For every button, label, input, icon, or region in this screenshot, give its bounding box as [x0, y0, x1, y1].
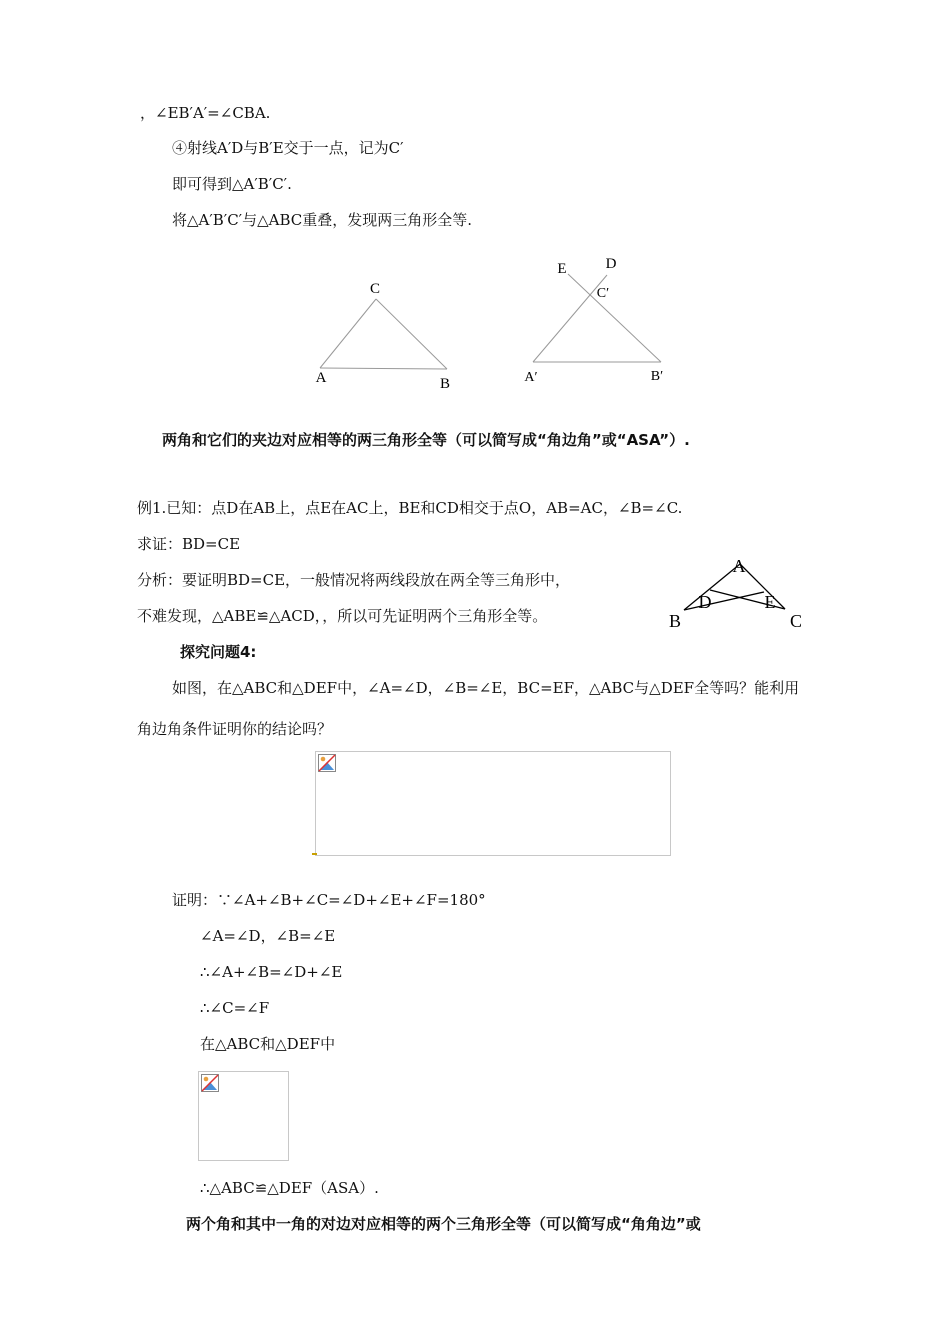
text-line-2: ④射线A′D与B′E交于一点，记为C′: [172, 139, 404, 157]
proof-line-5: 在△ABC和△DEF中: [200, 1035, 336, 1053]
proof-line-2: ∠A=∠D，∠B=∠E: [200, 927, 336, 945]
label-e: E: [557, 261, 567, 277]
label-c-prime: C′: [596, 286, 610, 301]
analysis-line-2: 不难发现，△ABE≌△ACD，，所以可先证明两个三角形全等。: [137, 607, 548, 625]
example-1: 例1.已知：点D在AB上，点E在AC上，BE和CD相交于点O，AB=AC，∠B=∠C.: [137, 499, 683, 517]
text-line-1: ，∠EB′A′=∠CBA.: [140, 104, 271, 122]
proof-line-3: ∴∠A+∠B=∠D+∠E: [200, 963, 343, 981]
broken-image-icon: [318, 754, 336, 772]
label-e: E: [764, 592, 776, 612]
explore-line-2: 角边角条件证明你的结论吗？: [137, 720, 333, 738]
example-figure: [0, 0, 950, 640]
text-line-4: 将△A′B′C′与△ABC重叠，发现两三角形全等.: [172, 211, 473, 229]
analysis-line-1: 分析：要证明BD=CE，一般情况将两线段放在两全等三角形中，: [137, 571, 571, 589]
label-a: A: [315, 370, 327, 386]
label-a: A: [732, 556, 746, 576]
explore-line-1: 如图，在△ABC和△DEF中，∠A=∠D，∠B=∠E，BC=EF，△ABC与△DEF全等吗？能利用: [172, 679, 800, 697]
proof-line-1: 证明：∵∠A+∠B+∠C=∠D+∠E+∠F=180°: [172, 891, 486, 909]
broken-image-icon: [201, 1074, 219, 1092]
image-placeholder-1: [315, 751, 671, 856]
text-line-3: 即可得到△A′B′C′.: [172, 175, 292, 193]
label-b: B: [439, 376, 451, 392]
label-b: B: [668, 611, 682, 631]
label-d: D: [698, 592, 712, 612]
asa-theorem: 两角和它们的夹边对应相等的两三角形全等（可以简写成“角边角”或“ASA”）.: [162, 431, 690, 449]
label-c: C: [789, 611, 803, 631]
image-placeholder-2: [198, 1071, 289, 1161]
label-a-prime: A′: [524, 370, 538, 385]
anchor-mark: [312, 853, 317, 855]
label-c: C: [369, 281, 381, 297]
label-d: D: [605, 256, 617, 272]
segment-ac: [740, 564, 785, 609]
proof-line-4: ∴∠C=∠F: [200, 999, 270, 1017]
prove-statement: 求证：BD=CE: [137, 535, 241, 553]
label-b-prime: B′: [650, 369, 664, 384]
aas-theorem: 两个角和其中一角的对边对应相等的两个三角形全等（可以简写成“角角边”或: [186, 1215, 701, 1233]
explore-title: 探究问题4:: [180, 643, 257, 661]
proof-conclusion: ∴△ABC≌△DEF（ASA）.: [200, 1179, 379, 1197]
